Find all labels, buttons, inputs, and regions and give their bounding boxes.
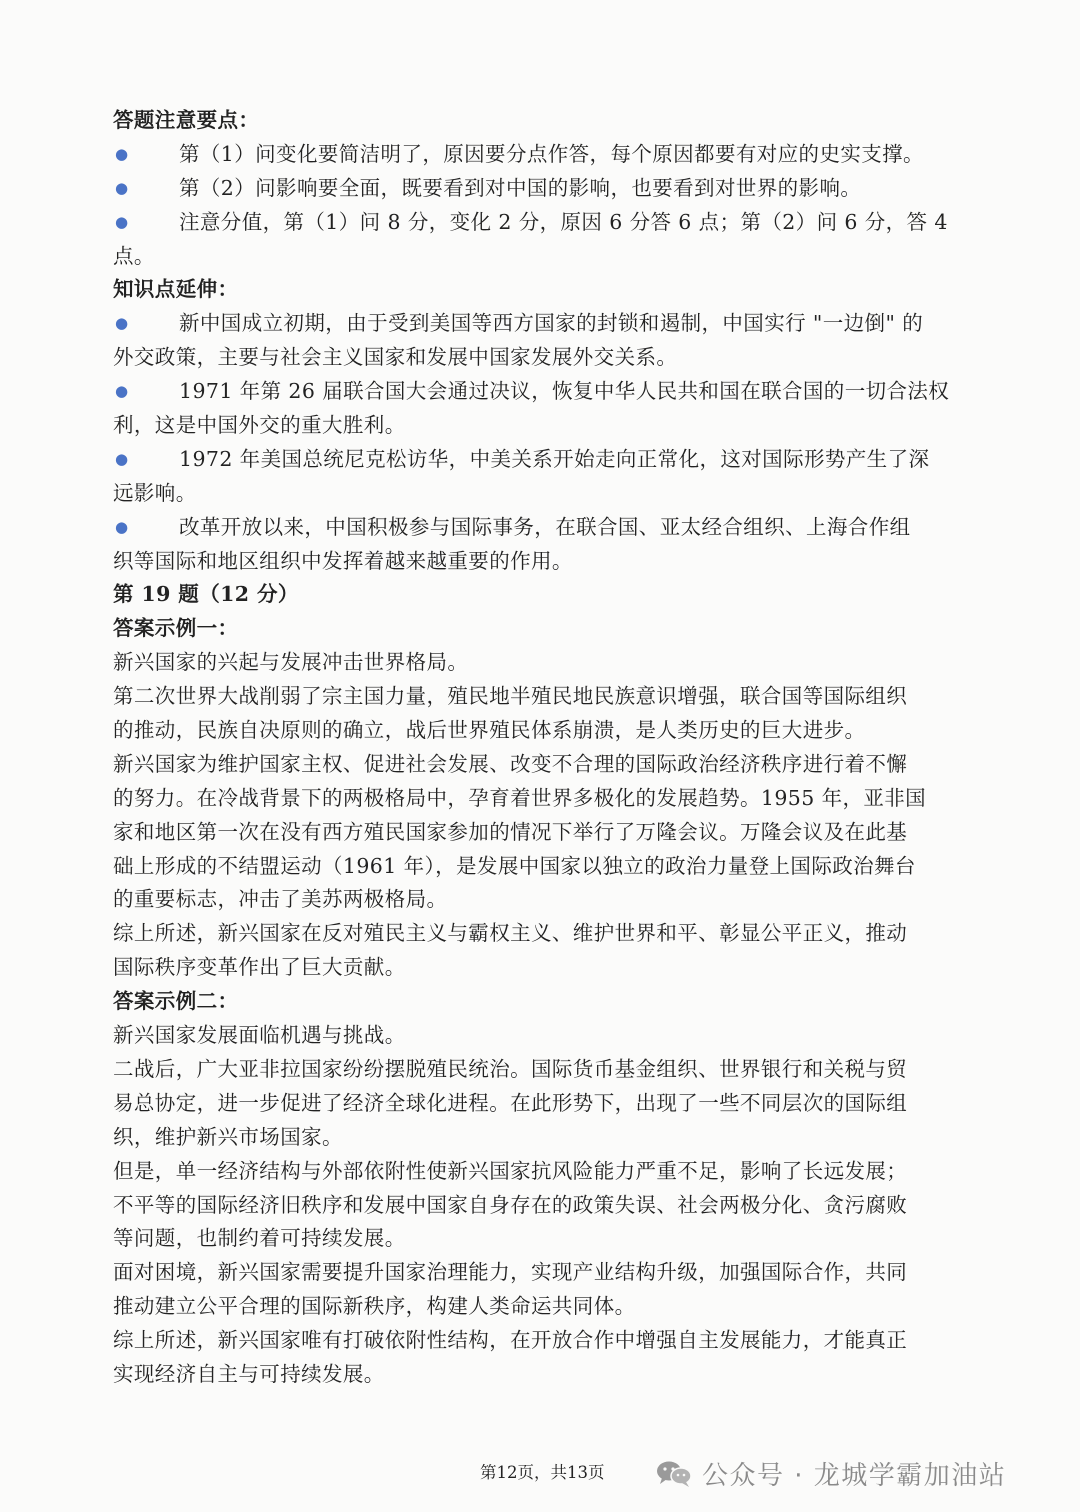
example2-heading: 答案示例二： <box>113 989 239 1014</box>
bullet-item: ● 改革开放以来，中国积极参与国际事务，在联合国、亚太经合组织、上海合作组 <box>113 511 945 545</box>
bullet-continuation: 远影响。 <box>113 480 197 505</box>
paragraph-line: 等问题，也制约着可持续发展。 <box>113 1226 406 1251</box>
paragraph-line: 易总协定，进一步促进了经济全球化进程。在此形势下，出现了一些不同层次的国际组 <box>113 1090 908 1115</box>
bullet-dot-icon: ● <box>115 517 129 536</box>
watermark <box>654 1458 1007 1491</box>
bullet-continuation: 利，这是中国外交的重大胜利。 <box>113 413 406 438</box>
paragraph-line: 实现经济自主与可持续发展。 <box>113 1361 385 1386</box>
knowledge-heading: 知识点延伸： <box>113 277 239 302</box>
paragraph-line: 面对困境，新兴国家需要提升国家治理能力，实现产业结构升级，加强国际合作，共同 <box>113 1260 908 1285</box>
paragraph-line: 不平等的国际经济旧秩序和发展中国家自身存在的政策失误、社会两极分化、贪污腐败 <box>113 1192 908 1217</box>
paragraph-line: 推动建立公平合理的国际新秩序，构建人类命运共同体。 <box>113 1294 636 1319</box>
paragraph-line: 综上所述，新兴国家唯有打破依附性结构，在开放合作中增强自主发展能力，才能真正 <box>113 1328 908 1353</box>
paragraph-line: 国际秩序变革作出了巨大贡献。 <box>113 955 406 980</box>
page-number: 第12页，共13页 <box>480 1463 605 1482</box>
bullet-dot-icon: ● <box>115 178 129 197</box>
bullet-item: ● 1971 年第 26 届联合国大会通过决议，恢复中华人民共和国在联合国的一切合法权 <box>113 375 945 409</box>
bullet-dot-icon: ● <box>115 382 129 401</box>
bullet-continuation: 织等国际和地区组织中发挥着越来越重要的作用。 <box>113 548 573 573</box>
bullet-continuation: 外交政策，主要与社会主义国家和发展中国家发展外交关系。 <box>113 345 678 370</box>
question-title: 第 19 题（12 分） <box>113 582 299 607</box>
paragraph-line: 的努力。在冷战背景下的两极格局中，孕育着世界多极化的发展趋势。1955 年，亚非国 <box>113 785 927 810</box>
paragraph-line: 第二次世界大战削弱了宗主国力量，殖民地半殖民地民族意识增强，联合国等国际组织 <box>113 684 908 709</box>
example1-heading: 答案示例一： <box>113 616 239 641</box>
wechat-icon <box>654 1458 694 1488</box>
paragraph-line: 新兴国家发展面临机遇与挑战。 <box>113 1023 406 1048</box>
paragraph-line: 的推动，民族自决原则的确立，战后世界殖民体系崩溃，是人类历史的巨大进步。 <box>113 718 866 743</box>
bullet-item: ● 第（2）问影响要全面，既要看到对中国的影响，也要看到对世界的影响。 <box>113 172 945 206</box>
bullet-dot-icon: ● <box>115 449 129 468</box>
paragraph-line: 础上形成的不结盟运动（1961 年），是发展中国家以独立的政治力量登上国际政治舞台 <box>113 853 916 878</box>
paragraph-line: 综上所述，新兴国家在反对殖民主义与霸权主义、维护世界和平、彰显公平正义，推动 <box>113 921 908 946</box>
answer-notes-heading: 答题注意要点： <box>113 108 260 132</box>
page-footer <box>0 1458 1080 1491</box>
bullet-dot-icon: ● <box>115 144 129 163</box>
bullet-item: ● 1972 年美国总统尼克松访华，中美关系开始走向正常化，这对国际形势产生了深 <box>113 443 945 477</box>
bullet-dot-icon: ● <box>115 314 129 333</box>
paragraph-line: 织，维护新兴市场国家。 <box>113 1124 343 1149</box>
paragraph-line: 家和地区第一次在没有西方殖民国家参加的情况下举行了万隆会议。万隆会议及在此基 <box>113 819 908 844</box>
bullet-dot-icon: ● <box>115 212 129 231</box>
paragraph-line: 二战后，广大亚非拉国家纷纷摆脱殖民统治。国际货币基金组织、世界银行和关税与贸 <box>113 1056 908 1081</box>
paragraph-line: 新兴国家为维护国家主权、促进社会发展、改变不合理的国际政治经济秩序进行着不懈 <box>113 751 908 776</box>
bullet-item: ● 新中国成立初期，由于受到美国等西方国家的封锁和遏制，中国实行 "一边倒" 的 <box>113 307 945 341</box>
document-body <box>113 104 950 1392</box>
paragraph-line: 但是，单一经济结构与外部依附性使新兴国家抗风险能力严重不足，影响了长远发展； <box>113 1158 908 1183</box>
bullet-item: ● 第（1）问变化要简洁明了，原因要分点作答，每个原因都要有对应的史实支撑。 <box>113 138 945 172</box>
bullet-item: ● 注意分值，第（1）问 8 分，变化 2 分，原因 6 分答 6 点；第（2）问 6 分，答 4 <box>113 206 945 240</box>
watermark-text: 公众号 · 龙城学霸加油站 <box>702 1460 1007 1491</box>
paragraph-line: 的重要标志，冲击了美苏两极格局。 <box>113 887 448 912</box>
paragraph-line: 新兴国家的兴起与发展冲击世界格局。 <box>113 650 469 675</box>
bullet-continuation: 点。 <box>113 243 155 268</box>
